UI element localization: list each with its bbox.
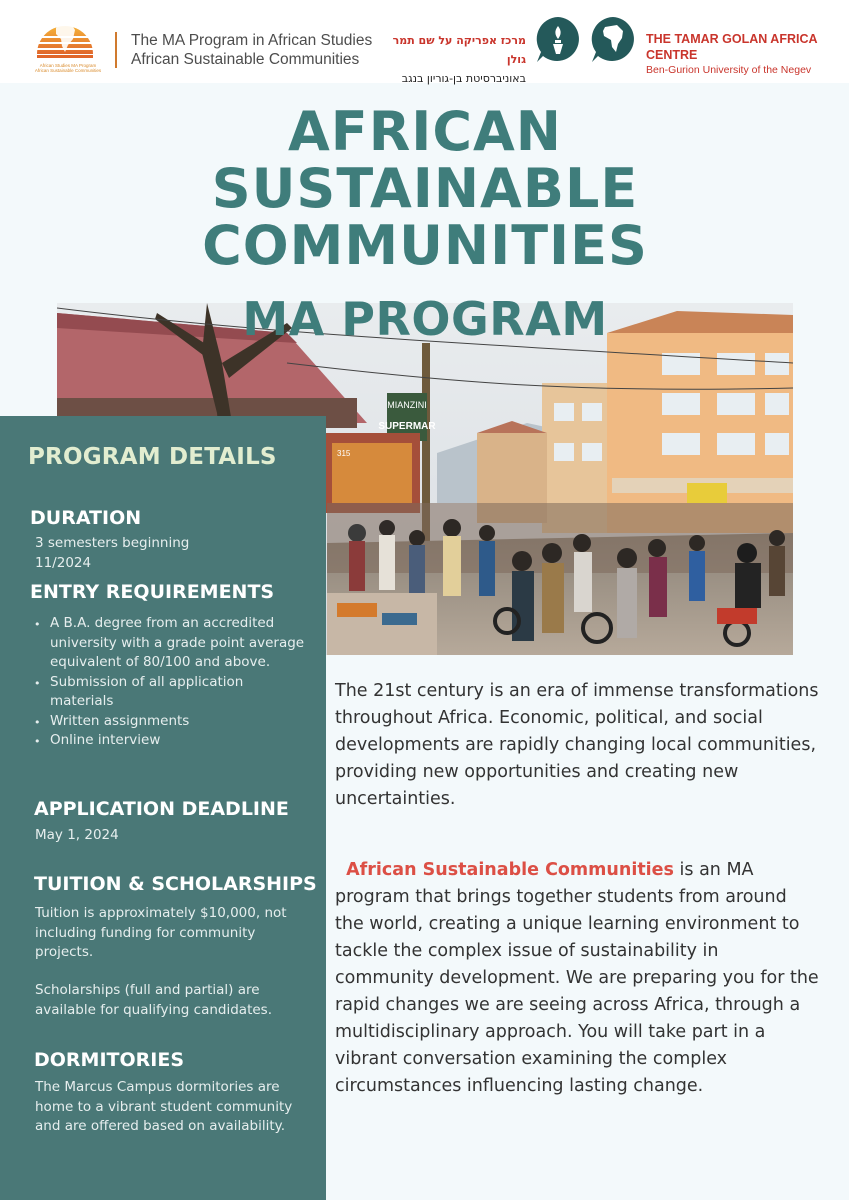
dormitories-text: The Marcus Campus dormitories are home to a vibrant student community and are offered based on availability.: [35, 1079, 293, 1134]
list-item: • Written assignments: [34, 712, 309, 732]
deadline-text: May 1, 2024: [35, 827, 119, 843]
logo-caption: African Studies MA Program African Sustainable Communities: [34, 63, 102, 73]
sign-number: 315: [337, 449, 351, 458]
tuition-text: Tuition is approximately $10,000, not including funding for community projects.: [35, 905, 287, 960]
shop-sign-bottom: SUPERMAR: [378, 421, 436, 432]
page-subtitle: MA PROGRAM: [242, 292, 608, 346]
centre-name: THE TAMAR GOLAN AFRICA CENTRE Ben-Gurion University of the Negev: [646, 32, 818, 76]
dormitories-heading: DORMITORIES: [34, 1049, 185, 1071]
sunset-africa-icon: [34, 14, 96, 64]
africa-bubble-icon: [588, 14, 638, 64]
hebrew-centre-name: מרכז אפריקה על שם תמר גולן באוניברסיטת בן-גוריון בנגב: [392, 34, 526, 85]
program-logo: [34, 14, 102, 76]
shop-sign-top: MIANZINI: [387, 400, 427, 410]
header-divider: [115, 32, 117, 68]
duration-heading: DURATION: [30, 507, 142, 529]
program-name: The MA Program in African Studies African Sustainable Communities: [131, 32, 373, 68]
torch-bubble-icon: [533, 14, 583, 64]
program-paragraph-text: is an MA program that brings together students from around the world, creating a unique learning environment to tackle the complex issue of sustainability in community development. We are preparing you for the rapid changes we are seeing across Africa, through a multidisciplinary approach. You will take part in a vibrant conversation examining the complex circumstances influencing lasting change.: [335, 860, 819, 1096]
list-item: • A B.A. degree from an accredited university with a grade point average equivalent of 80/100 and above.: [34, 614, 309, 673]
header-bar: [0, 0, 849, 83]
program-details-panel: [0, 416, 326, 1200]
program-paragraph: [335, 857, 820, 1100]
application-deadline-heading: APPLICATION DEADLINE: [34, 798, 289, 820]
panel-title: PROGRAM DETAILS: [28, 444, 277, 470]
tuition-heading: TUITION & SCHOLARSHIPS: [34, 873, 317, 895]
program-name-highlight: African Sustainable Communities: [346, 860, 674, 880]
entry-requirements-heading: ENTRY REQUIREMENTS: [30, 581, 275, 603]
intro-paragraph: The 21st century is an era of immense transformations throughout Africa. Economic, political, and social developments are rapidly changing local communities, providing new opportunities and creating new uncertainties.: [335, 681, 819, 809]
list-item: • Submission of all application materials: [34, 673, 309, 712]
entry-requirements-list: [34, 614, 309, 751]
duration-text: 3 semesters beginning 11/2024: [35, 535, 190, 571]
list-item: • Online interview: [34, 731, 309, 751]
scholarship-text: Scholarships (full and partial) are available for qualifying candidates.: [35, 982, 272, 1018]
page-title: AFRICAN SUSTAINABLE COMMUNITIES: [202, 100, 648, 277]
